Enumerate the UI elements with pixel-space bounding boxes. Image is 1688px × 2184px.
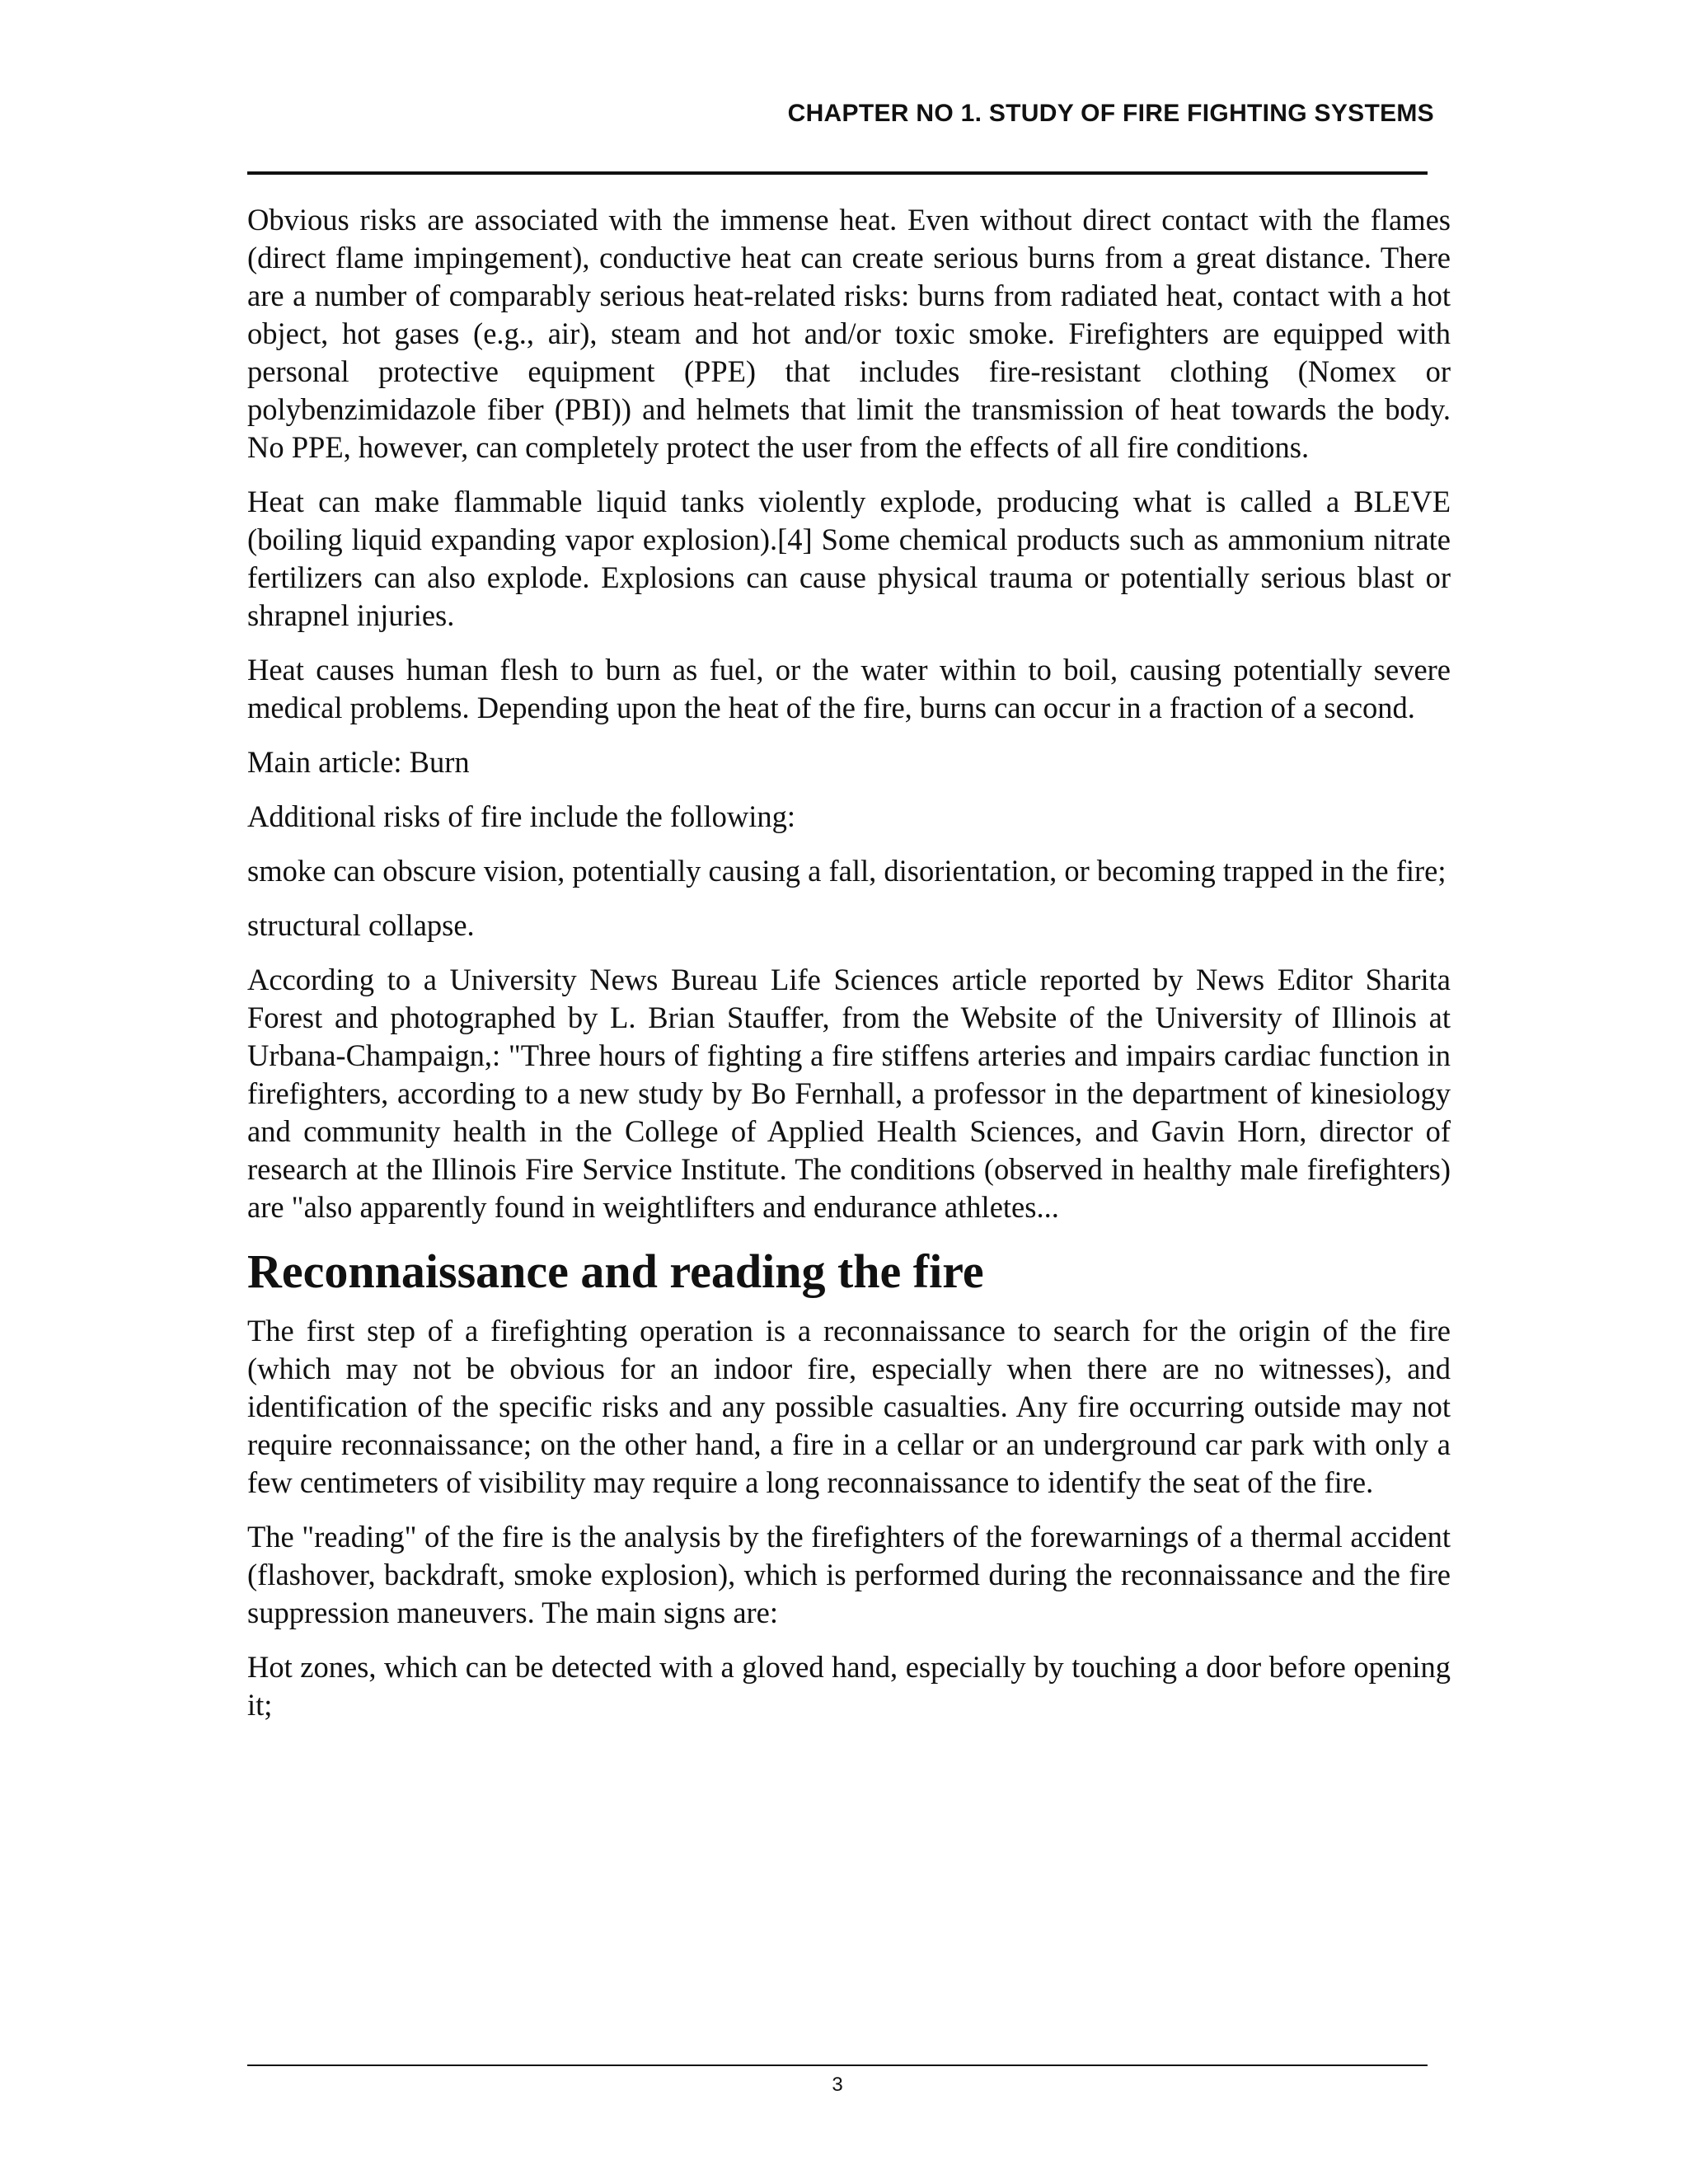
section-heading: Reconnaissance and reading the fire: [247, 1244, 984, 1298]
paragraph-heat-risks: Obvious risks are associated with the immense heat. Even without direct contact with the flames (direct flame impingement), conductive heat can create serious burns from a great distance. There are a number of comparably serious heat-related risks: burns from radiated heat, contact with a hot object, hot gases (e.g., air), steam and hot and/or toxic smoke. Firefighters are equipped with personal protective equipment (PPE) that includes fire-resistant clothing (Nomex or polybenzimidazole fiber (PBI)) and helmets that limit the transmission of heat towards the body. No PPE, however, can completely protect the user from the effects of all fire conditions.: [247, 203, 1451, 464]
paragraph-smoke: smoke can obscure vision, potentially causing a fall, disorientation, or becoming trapped in the fire;: [247, 854, 1447, 888]
page-number: 3: [832, 2074, 843, 2096]
paragraph-university-study: According to a University News Bureau Life Sciences article reported by News Editor Sharita Forest and photographed by L. Brian Stauffer, from the Website of the University of Illinois at Urbana-Champaign,: "Three hours of fighting a fire stiffens arteries and impairs cardiac function in firefighters, according to a new study by Bo Fernhall, a professor in the department of kinesiology and community health in the College of Applied Health Sciences, and Gavin Horn, director of research at the Illinois Fire Service Institute. The conditions (observed in healthy male firefighters) are "also apparently found in weightlifters and endurance athletes...: [247, 963, 1451, 1224]
paragraph-structural-collapse: structural collapse.: [247, 908, 475, 942]
paragraph-bleve: Heat can make flammable liquid tanks violently explode, producing what is called a BLEVE (boiling liquid expanding vapor explosion).[4] Some chemical products such as ammonium nitrate fertilizers can also explode. Explosions can cause physical trauma or potentially serious blast or shrapnel injuries.: [247, 485, 1451, 632]
paragraph-main-article: Main article: Burn: [247, 745, 470, 779]
paragraph-additional-risks: Additional risks of fire include the following:: [247, 799, 795, 833]
paragraph-reading-fire: The "reading" of the fire is the analysis by the firefighters of the forewarnings of a thermal accident (flashover, backdraft, smoke explosion), which is performed during the reconnaissance and the fire suppression maneuvers. The main signs are:: [247, 1520, 1451, 1629]
running-header: CHAPTER NO 1. STUDY OF FIRE FIGHTING SYSTEMS: [787, 100, 1434, 127]
paragraph-burns: Heat causes human flesh to burn as fuel, or the water within to boil, causing potentially severe medical problems. Depending upon the heat of the fire, burns can occur in a fraction of a second.: [247, 653, 1451, 724]
footer-rule: [247, 2064, 1428, 2066]
header-rule: [247, 171, 1428, 175]
page-body: [247, 201, 1451, 1741]
paragraph-reconnaissance: The first step of a firefighting operation is a reconnaissance to search for the origin of the fire (which may not be obvious for an indoor fire, especially when there are no witnesses), and identification of the specific risks and any possible casualties. Any fire occurring outside may not require reconnaissance; on the other hand, a fire in a cellar or an underground car park with only a few centimeters of visibility may require a long reconnaissance to identify the seat of the fire.: [247, 1314, 1451, 1499]
paragraph-hot-zones: Hot zones, which can be detected with a gloved hand, especially by touching a door before opening it;: [247, 1650, 1451, 1722]
